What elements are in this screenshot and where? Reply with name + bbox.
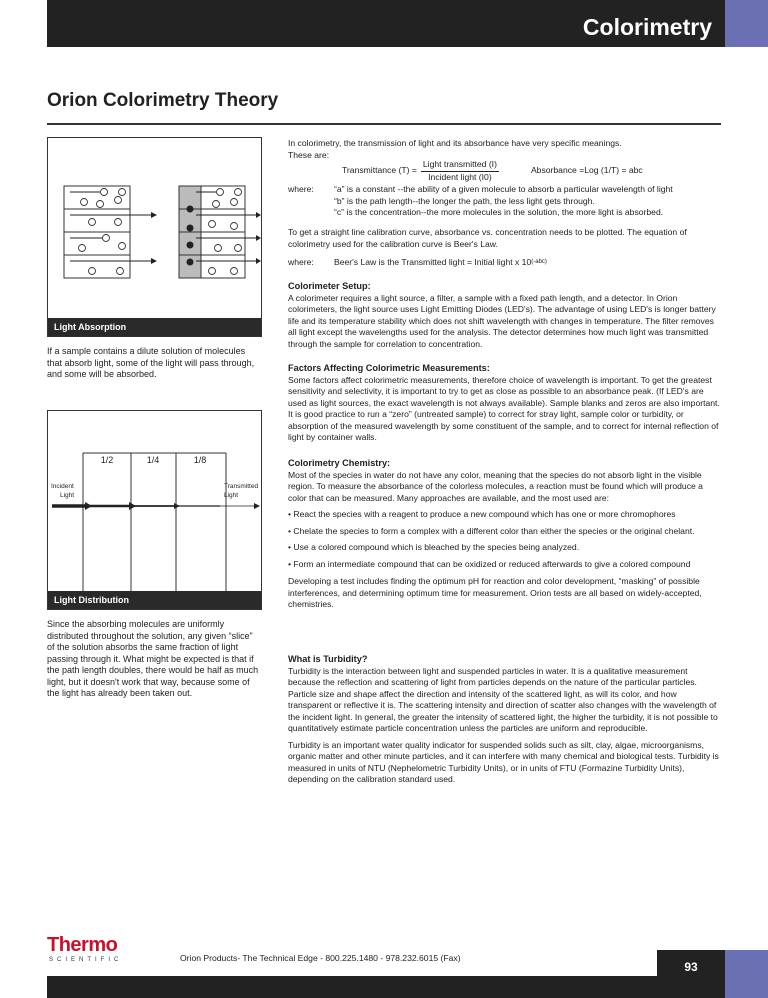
list-item: • Chelate the species to form a complex with a different color than either the species or the original chelant. <box>288 525 695 536</box>
section-text: Turbidity is an important water quality indicator for suspended solids such as silt, clay, algae, microorganisms, organic matter and other minute particles, and it can interfere with many chemical and biological tests. Turbidity is measured in units of NTU (Nephelometric Turbidity Units), or in units of FTU (Formazine Turbidity Units), depending on the calibration standard used. <box>288 739 719 784</box>
figure1-description: If a sample contains a dilute solution of molecules that absorb light, some of the light will pass through, and some will be absorbed. <box>47 346 255 379</box>
fraction-label: 1/8 <box>193 455 207 465</box>
footer-contact: Orion Products- The Technical Edge - 800.225.1480 - 978.232.6015 (Fax) <box>180 953 461 963</box>
transmittance-label: Transmittance (T) = <box>342 165 417 176</box>
brand-logo: Thermo <box>47 934 118 956</box>
where-label: where: <box>288 184 314 194</box>
section-heading: What is Turbidity? <box>288 654 368 664</box>
where-item: “a” is a constant --the ability of a given molecule to absorb a particular wavelength of light <box>334 184 673 194</box>
beer-text: Beer's Law is the Transmitted light = Initial light x 10 <box>334 257 532 267</box>
section-text: Turbidity is the interaction between light and suspended particles in water. It is a qualitative measurement because the reflection and scattering of light from particles depends on the nature of the particular particles. Particle size and shape affect the direction and intensity of the scattered light, as will its color, and how transparent or reflective it is. The scattering intensity and direction of scatter also changes with the wavelength of the incident light. In general, the greater the intensity of scattered light, the higher the turbidity, it is not possible to quantitatively estimate particle concentration unless the particles are uniform and reproducible. <box>288 665 718 733</box>
page-number: 93 <box>657 950 725 984</box>
section-text: Developing a test includes finding the optimum pH for reaction and color development, “masking” of possible interferences, and determining optimum time for measurement. Orion tests are all based on widely-accepted, chemistries. <box>288 576 702 609</box>
setup-section <box>288 281 721 350</box>
section-heading: Colorimetry Chemistry: <box>288 458 391 468</box>
incident-label: Light <box>60 492 75 499</box>
figure-caption: Light Absorption <box>48 318 261 336</box>
turbidity-section <box>288 654 721 786</box>
transmitted-label: Transmitted <box>224 483 259 490</box>
section-title: Colorimetry <box>582 14 712 40</box>
absorbance-equation: Absorbance =Log (1/T) = abc <box>530 165 643 176</box>
beers-law <box>288 257 721 269</box>
list-item: • Form an intermediate compound that can be oxidized or reduced afterwards to give a colored compound <box>288 558 691 569</box>
factors-section <box>288 363 721 444</box>
page-title: Orion Colorimetry Theory <box>47 90 279 111</box>
figure2-description: Since the absorbing molecules are uniformly distributed throughout the solution, any given “slice” of the solution absorbs the same fraction of light passing through it. What might be expected is that if the path length doubles, there would be half as much light, but it doesn't work that way, because some of the light has already been taken out. <box>47 619 259 698</box>
incident-label: Incident <box>51 483 74 490</box>
brand-logo-subtitle: SCIENTIFIC <box>49 957 123 963</box>
beer-exponent: (-abc) <box>531 259 547 265</box>
beer-label: where: <box>288 257 314 267</box>
intro-line: In colorimetry, the transmission of light and its absorbance have very specific meanings. <box>288 138 622 148</box>
intro-line: These are: <box>288 149 330 160</box>
section-heading: Colorimeter Setup: <box>288 281 371 291</box>
fraction-label: 1/4 <box>146 455 160 465</box>
transmitted-label: Light <box>224 492 239 499</box>
transmittance-fraction <box>421 159 499 183</box>
list-item: • React the species with a reagent to produce a new compound which has one or more chromophores <box>288 509 676 519</box>
figure-light-absorption <box>47 137 262 337</box>
intro-block <box>288 138 721 183</box>
where-item: “b” is the path length--the longer the path, the less light gets through. <box>334 195 595 206</box>
chemistry-section <box>288 458 721 611</box>
list-item: • Use a colored compound which is bleached by the species being analyzed. <box>288 542 580 552</box>
footer-tab <box>725 950 768 998</box>
fraction-denominator: Incident light (I0) <box>428 171 492 182</box>
light-distribution-diagram <box>48 411 261 591</box>
where-block <box>288 184 721 219</box>
header-tab <box>725 0 768 47</box>
section-text: Some factors affect colorimetric measurements, therefore choice of wavelength is important. To get the greatest sensitivity and selectivity, it is important to try to get as close as possible to an absorbance peak. (If LED's are used as light sources, the exact wavelength is not always available). Sample blanks and zeros are also important. It is good practice to run a “zero” (untreated sample) to correct for stray light, sample color or turbidity, or absorption of the measured wavelength by some constituent of the sample, and to correct for internal reflection of light by container walls. <box>288 374 720 442</box>
figure-light-distribution <box>47 410 262 610</box>
section-text: A colorimeter requires a light source, a filter, a sample with a fixed path length, and a detector. In Orion colorimeters, the light source uses Light Emitting Diodes (LED's). The advantage of using LED's is longer battery life and its temperature stability which does not shift wavelength with changes in temperature. The filter removes all light except the wavelengths used for the analysis. The detector determines how much light was transmitted through the sample for correlation to concentration. <box>288 292 716 349</box>
calibration-paragraph: To get a straight line calibration curve, absorbance vs. concentration needs to be plotted. The equation of colorimetry used for the calibration curve is Beer's Law. <box>288 227 687 249</box>
light-absorption-diagram <box>48 138 261 318</box>
equation-row <box>288 159 721 183</box>
section-text: Most of the species in water do not have any color, meaning that the species do not absorb light in the visible region. To measure the absorbance of the colorless molecules, a reaction must be found which will produce a color that can be measured. Many approaches are available, and the most used are: <box>288 469 703 503</box>
title-rule <box>47 123 721 125</box>
fraction-numerator: Light transmitted (I) <box>421 159 499 172</box>
figure-caption: Light Distribution <box>48 591 261 609</box>
where-item: “c” is the concentration--the more molecules in the solution, the more light is absorbed. <box>334 207 664 217</box>
fraction-label: 1/2 <box>100 455 114 465</box>
section-heading: Factors Affecting Colorimetric Measurements: <box>288 363 490 373</box>
